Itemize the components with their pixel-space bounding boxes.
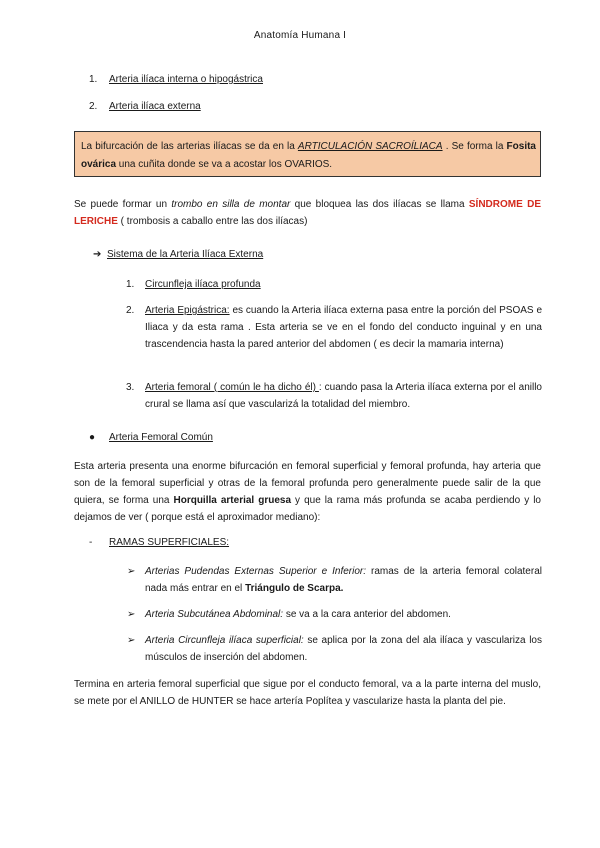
item-title: Circunfleja ilíaca profunda — [145, 279, 261, 290]
box-bold: Fosita ovárica — [81, 141, 536, 170]
item-italic: Arteria Subcutánea Abdominal: — [145, 609, 284, 620]
section-heading — [89, 432, 213, 443]
item-text: : cuando pasa la Arteria ilíaca externa por el anillo crural se llama así que vascularizá la totalidad del miembro. — [145, 382, 542, 410]
list-item — [89, 101, 201, 112]
item-title: Arteria femoral ( común le ha dicho él) — [145, 382, 319, 393]
arrowhead-icon: ➢ — [127, 635, 136, 646]
section-heading — [89, 537, 229, 548]
list-item — [89, 74, 263, 85]
section-title: Arteria Femoral Común — [109, 432, 213, 443]
highlight-box — [74, 131, 541, 177]
arrow-icon: ➔ — [93, 249, 102, 260]
item-number: 1. — [126, 279, 135, 290]
para-text: que bloquea las dos ilíacas se llama — [290, 199, 469, 210]
item-text: se aplica por la zona del ala ilíaca y vasculariza los músculos de inserción del abdomen. — [145, 635, 542, 663]
sistema-item — [126, 302, 542, 353]
para-italic: trombo en silla de montar — [171, 199, 291, 210]
ramas-item — [127, 606, 542, 623]
list-text: Arteria ilíaca externa — [109, 101, 201, 112]
para-text: y que la rama más profunda se acaba perdiendo y lo dejamos de ver ( porque está el aproximador mediano): — [74, 495, 541, 523]
list-text: Arteria ilíaca interna o hipogástrica — [109, 74, 263, 85]
box-emphasis: ARTICULACIÓN SACROÍLIACA — [297, 141, 443, 152]
item-italic: Arteria Circunfleja ilíaca superficial: — [145, 635, 304, 646]
box-text: una cuñita donde se va a acostar los OVARIOS. — [116, 159, 333, 170]
sistema-item — [126, 379, 542, 413]
syndrome-name: SÍNDROME DE LERICHE — [74, 199, 541, 227]
section-heading — [93, 249, 263, 260]
section-title: Sistema de la Arteria Ilíaca Externa — [107, 249, 264, 260]
list-number: 2. — [89, 101, 98, 112]
ramas-item — [127, 563, 542, 597]
item-italic: Arterias Pudendas Externas Superior e Inferior: — [145, 566, 367, 577]
trombo-paragraph — [74, 196, 541, 230]
arrowhead-icon: ➢ — [127, 566, 136, 577]
item-text: es cuando la Arteria ilíaca externa pasa entre la porción del PSOAS e Iliaca y da esta rama . Esta arteria se ve en el fondo del conducto inguinal y en una trascendencia hasta la pared anterior del abdomen ( es decir la mamaria interna) — [145, 305, 543, 350]
closing-paragraph: Termina en arteria femoral superficial que sigue por el conducto femoral, va a la parte interna del muslo, se mete por el ANILLO de HUNTER se hace artería Poplítea y vascularize hasta la planta del pie. — [74, 679, 541, 707]
ramas-item — [127, 632, 542, 666]
box-text: La bifurcación de las arterias ilíacas se da en la — [81, 141, 298, 152]
item-number: 3. — [126, 382, 135, 393]
arrowhead-icon: ➢ — [127, 609, 136, 620]
item-text: ramas de la arteria femoral colateral nada más entrar en el — [145, 566, 542, 594]
para-text: ( trombosis a caballo entre las dos ilíacas) — [117, 216, 308, 227]
page-header: Anatomía Humana I — [253, 30, 347, 41]
section-title: RAMAS SUPERFICIALES: — [109, 537, 230, 548]
item-number: 2. — [126, 305, 135, 316]
dash-marker: - — [89, 537, 93, 548]
item-bold: Triángulo de Scarpa. — [245, 583, 344, 594]
bullet-icon: ● — [89, 432, 96, 443]
item-title: Arteria Epigástrica: — [145, 305, 230, 316]
femoral-paragraph — [74, 458, 541, 526]
list-number: 1. — [89, 74, 98, 85]
para-text: Se puede formar un — [74, 199, 172, 210]
para-bold: Horquilla arterial gruesa — [173, 495, 292, 506]
box-text: . Se forma la — [442, 141, 507, 152]
para-text: Esta arteria presenta una enorme bifurcación en femoral superficial y femoral profunda, hay arteria que son de la femoral superficial y otras de la femoral profunda pero generalmente puede salir de la que quiera, se forma una — [74, 461, 541, 506]
sistema-item — [126, 276, 542, 293]
item-text: se va a la cara anterior del abdomen. — [283, 609, 451, 620]
